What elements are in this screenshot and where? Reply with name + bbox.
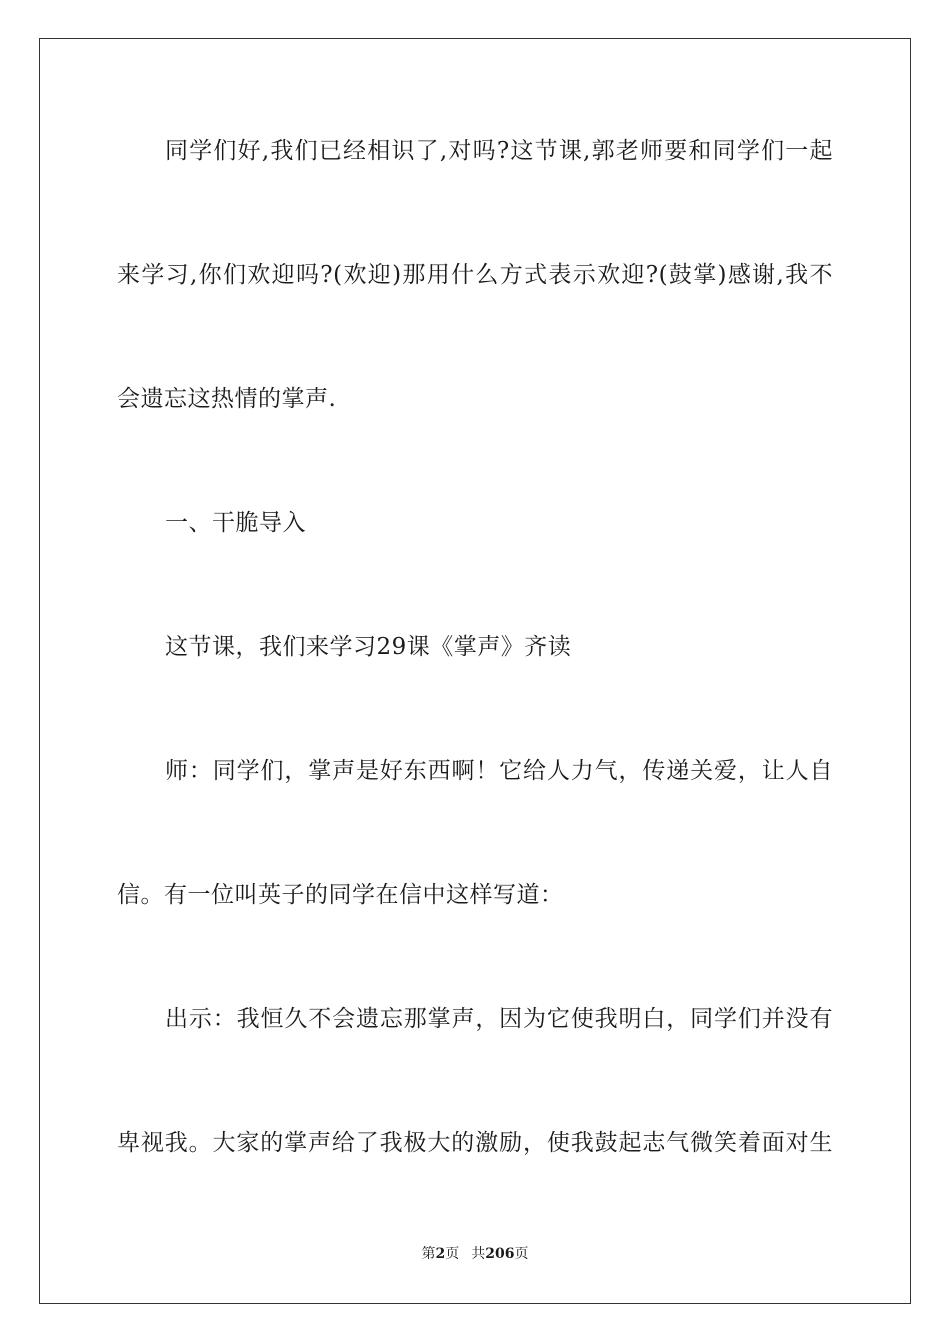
page-frame [39,38,911,1304]
page-footer [0,1244,950,1264]
total-suffix: 页 [514,1246,529,1262]
paragraph-line-3: 会遗忘这热情的掌声. [117,386,337,412]
total-prefix: 共 [471,1246,486,1262]
paragraph-line-8: 出示：我恒久不会遗忘那掌声，因为它使我明白，同学们并没有 [165,1006,833,1032]
paragraph-line-2: 来学习,你们欢迎吗?(欢迎)那用什么方式表示欢迎?(鼓掌)感谢,我不 [117,262,833,288]
paragraph-line-9: 卑视我。大家的掌声给了我极大的激励，使我鼓起志气微笑着面对生 [117,1130,833,1156]
page-total: 206 [485,1246,515,1262]
paragraph-line-6: 师：同学们，掌声是好东西啊！它给人力气，传递关爱，让人自 [165,758,833,784]
paragraph-line-1: 同学们好,我们已经相识了,对吗?这节课,郭老师要和同学们一起 [165,138,833,164]
page-prefix: 第 [421,1246,436,1262]
page-current: 2 [435,1246,446,1262]
paragraph-line-7: 信。有一位叫英子的同学在信中这样写道： [117,882,564,908]
paragraph-line-5: 这节课，我们来学习29课《掌声》齐读 [165,634,572,660]
page-suffix: 页 [445,1246,460,1262]
section-heading: 一、干脆导入 [165,510,306,536]
